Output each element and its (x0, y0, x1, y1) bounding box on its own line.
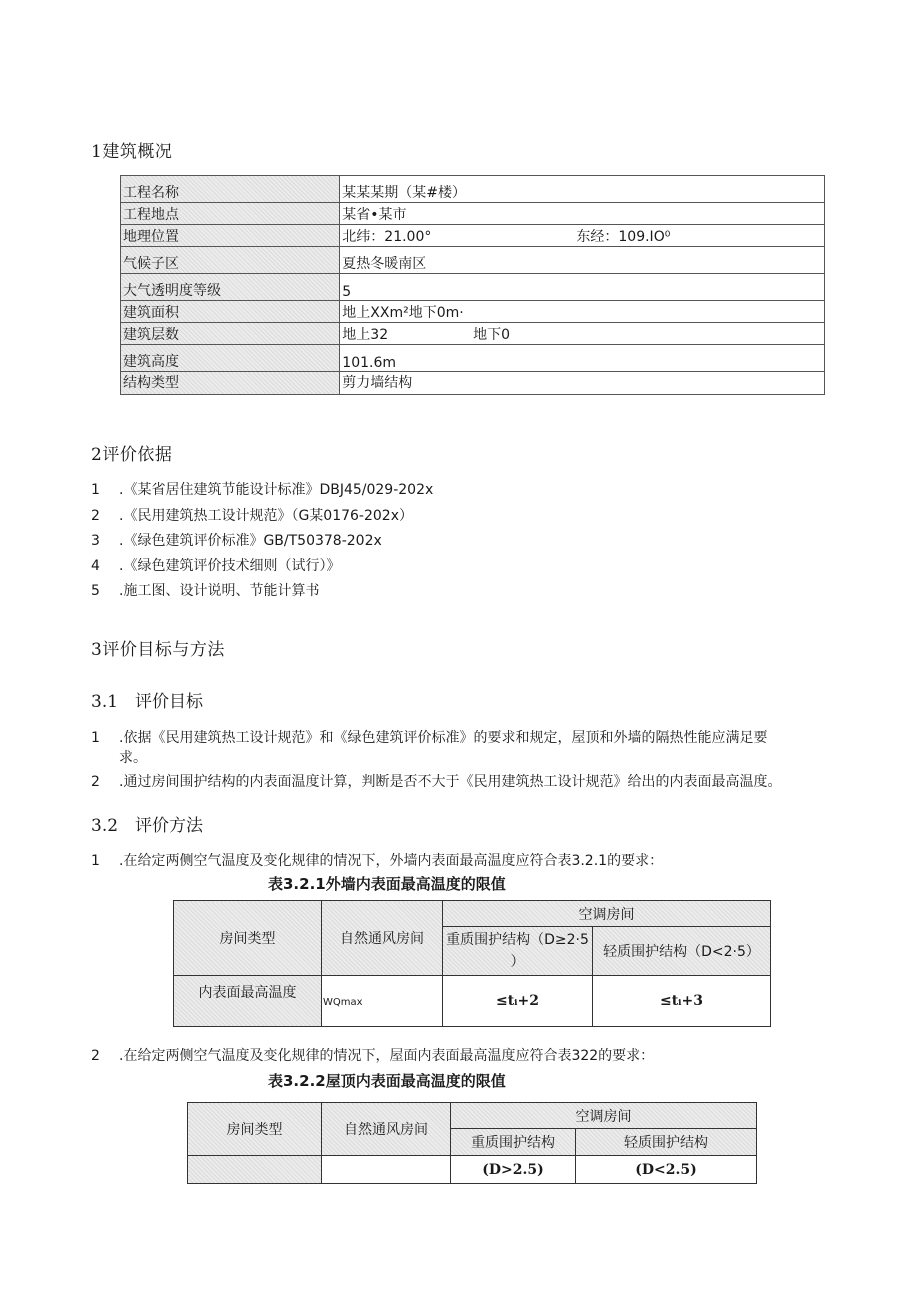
longitude-value: 东经：109.IO⁰ (576, 229, 671, 245)
basis-item: 3 .《绿色建筑评价标准》GB/T50378-202x (91, 533, 382, 549)
row-label-empty (188, 1156, 322, 1184)
header-light-envelope: 轻质围护结构 (576, 1129, 757, 1156)
goal-item: 1 .依据《民用建筑热工设计规范》和《绿色建筑评价标准》的要求和规定，屋顶和外墙的隔热性能应满足要 (91, 730, 768, 746)
table-row (174, 901, 771, 927)
building-info-table (120, 175, 825, 395)
info-value: 某省•某市 (340, 203, 825, 225)
info-value: 101.6m (340, 345, 825, 372)
header-heavy-envelope: 重质围护结构 (451, 1129, 576, 1156)
table-row (174, 976, 771, 1027)
info-value: 5 (340, 274, 825, 301)
info-value: 剪力墙结构 (340, 372, 825, 395)
row-label: 内表面最高温度 (174, 976, 322, 1027)
latitude-value: 北纬：21.00° (342, 229, 432, 245)
section-3-title: 3评价目标与方法 (91, 640, 225, 660)
table-row (188, 1156, 757, 1184)
light-value: ≤tᵢ+3 (593, 976, 771, 1027)
table-1-caption: 表3.2.1外墙内表面最高温度的限值 (268, 875, 506, 893)
section-3-2-title: 3.2 评价方法 (91, 816, 203, 836)
info-value: 夏热冬暖南区 (340, 247, 825, 274)
table-3-2-2 (187, 1102, 757, 1184)
header-natural-ventilation: 自然通风房间 (322, 901, 443, 976)
table-row (121, 225, 825, 247)
info-value: 某某某期（某#楼） (340, 176, 825, 203)
table-row (121, 345, 825, 372)
table-row (121, 247, 825, 274)
heavy-value: ≤tᵢ+2 (443, 976, 593, 1027)
info-value-pair (340, 323, 825, 345)
table-row (121, 323, 825, 345)
header-light-envelope: 轻质围护结构（D<2·5） (593, 927, 771, 976)
goal-item: 2 .通过房间围护结构的内表面温度计算，判断是否不大于《民用建筑热工设计规范》给出的内表面最高温度。 (91, 774, 782, 790)
info-label: 地理位置 (121, 225, 340, 247)
header-air-conditioned: 空调房间 (451, 1103, 757, 1129)
info-value: 地上XXm²地下0m· (340, 301, 825, 323)
table-row (121, 176, 825, 203)
info-label: 气候子区 (121, 247, 340, 274)
table-row (121, 274, 825, 301)
header-room-type: 房间类型 (188, 1103, 322, 1156)
info-value-pair (340, 225, 825, 247)
info-label: 建筑层数 (121, 323, 340, 345)
basis-item: 4 .《绿色建筑评价技术细则（试行）》 (91, 558, 341, 574)
section-2-title: 2评价依据 (91, 445, 173, 465)
header-heavy-envelope: 重质围护结构（D≥2·5 ） (443, 927, 593, 976)
section-1-title: 1建筑概况 (91, 142, 173, 162)
table-2-caption: 表3.2.2屋顶内表面最高温度的限值 (268, 1072, 506, 1090)
header-room-type: 房间类型 (174, 901, 322, 976)
basis-item: 1 .《某省居住建筑节能设计标准》DBJ45/029-202x (91, 482, 434, 498)
info-label: 工程名称 (121, 176, 340, 203)
basis-item: 5 .施工图、设计说明、节能计算书 (91, 583, 320, 599)
floors-above-value: 地上32 (342, 327, 389, 343)
heavy-value: (D>2.5) (451, 1156, 576, 1184)
table-row (121, 203, 825, 225)
floors-below-value: 地下0 (473, 327, 511, 343)
info-label: 大气透明度等级 (121, 274, 340, 301)
natural-value-empty (322, 1156, 451, 1184)
section-3-1-title: 3.1 评价目标 (91, 692, 203, 712)
info-label: 工程地点 (121, 203, 340, 225)
method-item: 2 .在给定两侧空气温度及变化规律的情况下，屋面内表面最高温度应符合表322的要求： (91, 1048, 655, 1064)
table-row (188, 1103, 757, 1129)
method-item: 1 .在给定两侧空气温度及变化规律的情况下，外墙内表面最高温度应符合表3.2.1的要求： (91, 853, 664, 869)
info-label: 建筑高度 (121, 345, 340, 372)
basis-item: 2 .《民用建筑热工设计规范》（G某0176-202x） (91, 508, 413, 524)
header-air-conditioned: 空调房间 (443, 901, 771, 927)
light-value: (D<2.5) (576, 1156, 757, 1184)
goal-item-continued: 求。 (119, 750, 147, 766)
table-row (121, 301, 825, 323)
info-label: 结构类型 (121, 372, 340, 395)
info-label: 建筑面积 (121, 301, 340, 323)
table-3-2-1 (173, 900, 771, 1027)
table-row (121, 372, 825, 395)
header-natural-ventilation: 自然通风房间 (322, 1103, 451, 1156)
natural-value: WQmax (322, 976, 443, 1027)
